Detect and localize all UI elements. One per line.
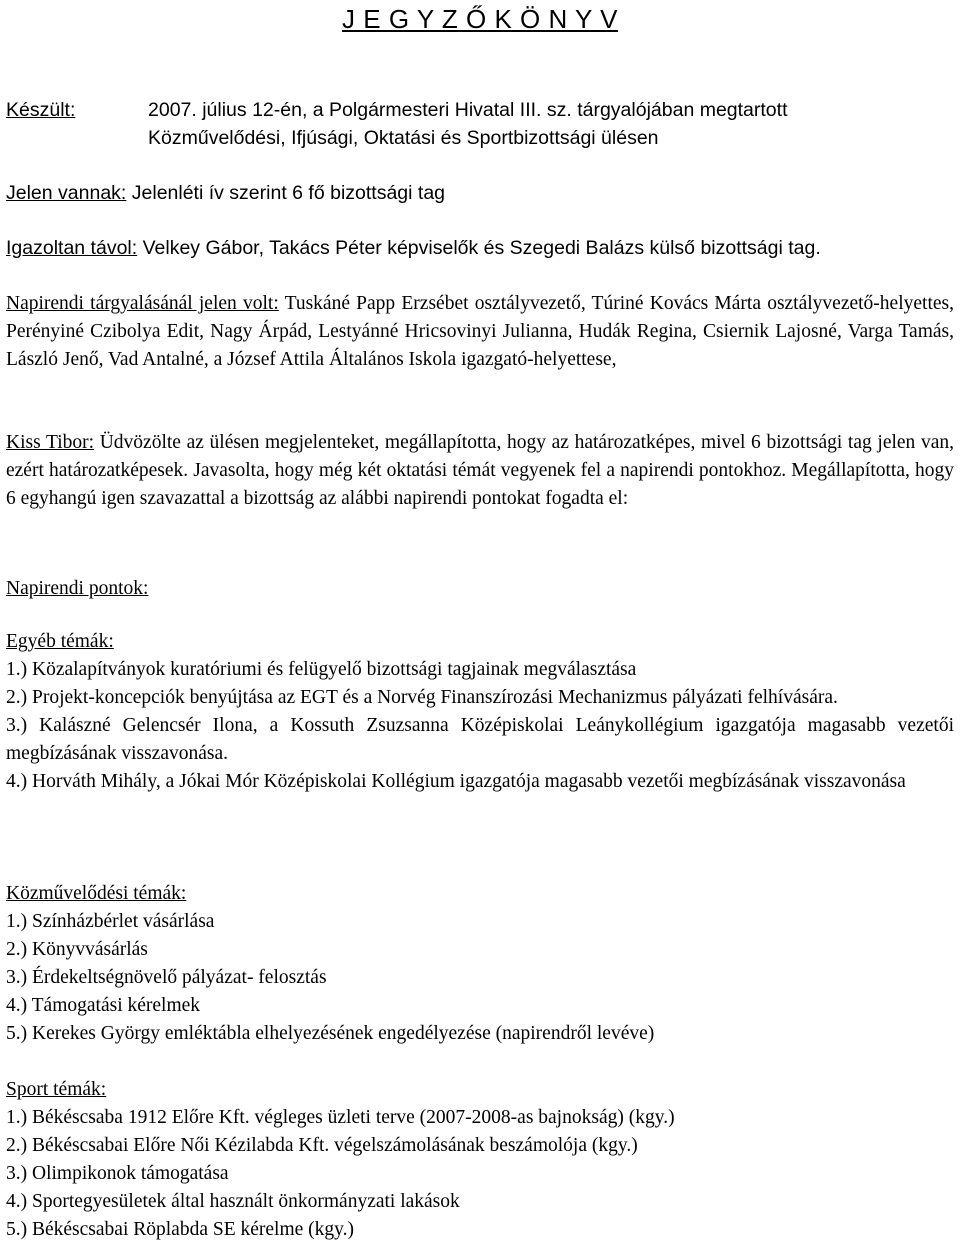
list-item: 2.) Projekt-koncepciók benyújtása az EGT és a Norvég Finanszírozási Mechanizmus pályázati felhívására. [6,687,838,708]
napirendi-jelen-paragraph [6,290,954,374]
igazoltan-tavol-text: Velkey Gábor, Takács Péter képviselők és Szegedi Balázs külső bizottsági tag. [137,237,821,259]
kiss-tibor-label: Kiss Tibor: [6,432,95,453]
jelen-vannak-label: Jelen vannak: [6,182,127,204]
napirendi-pontok-heading: Napirendi pontok: [6,578,149,599]
jelen-vannak [6,179,954,207]
keszult-line-2: Közművelődési, Ifjúsági, Oktatási és Sportbizottsági ülésen [148,127,659,149]
napirendi-jelen-label: Napirendi tárgyalásánál jelen volt: [6,293,279,314]
list-item: 1.) Békéscsaba 1912 Előre Kft. végleges üzleti terve (2007-2008-as bajnokság) (kgy.) [6,1107,675,1128]
list-item: 4.) Sportegyesületek által használt önkormányzati lakások [6,1191,460,1212]
list-item: 3.) Érdekeltségnövelő pályázat- felosztás [6,967,327,988]
egyeb-temak-title: Egyéb témák: [6,631,114,652]
list-item: 1.) Közalapítványok kuratóriumi és felügyelő bizottsági tagjainak megválasztása [6,659,637,680]
kozmuvelodesi-temak-section [6,880,954,1048]
list-item: 5.) Kerekes György emléktábla elhelyezésének engedélyezése (napirendről levéve) [6,1023,655,1044]
keszult-text [148,96,954,152]
list-item: 1.) Színházbérlet vásárlása [6,911,215,932]
keszult-label: Készült: [6,99,76,121]
kiss-tibor-text: Üdvözölte az ülésen megjelenteket, megállapította, hogy az határozatképes, mivel 6 bizottsági tag jelen van, ezért határozatképesek. Javasolta, hogy még két oktatási témát vegyenek fel a napirendi pontokhoz. Megállapította, hogy 6 egyhangú igen szavazattal a bizottság az alábbi napirendi pontokat fogadta el: [6,432,954,509]
kiss-tibor-paragraph [6,429,954,513]
igazoltan-tavol [6,234,954,262]
sport-temak-section [6,1076,954,1244]
list-item: 5.) Békéscsabai Röplabda SE kérelme (kgy.) [6,1219,355,1240]
list-item: 4.) Horváth Mihály, a Jókai Mór Középiskolai Kollégium igazgatója magasabb vezetői megbízásának visszavonása [6,771,906,792]
napirendi-jelen-text: Tuskáné Papp Erzsébet osztályvezető, Túriné Kovács Márta osztályvezető-helyettes, Perényiné Czibolya Edit, Nagy Árpád, Lestyánné Hricsovinyi Julianna, Hudák Regina, Csiernik Lajosné, Varga Tamás, László Jenő, Vad Antalné, a József Attila Általános Iskola igazgató-helyettese, [6,293,954,370]
list-item: 3.) Kalászné Gelencsér Ilona, a Kossuth Zsuzsanna Középiskolai Leánykollégium igazgatója magasabb vezetői megbízásának visszavonása. [6,715,954,764]
list-item: 2.) Könyvvásárlás [6,939,148,960]
list-item: 4.) Támogatási kérelmek [6,995,201,1016]
keszult-line-1: 2007. július 12-én, a Polgármesteri Hivatal III. sz. tárgyalójában megtartott [148,99,788,121]
egyeb-temak-section [6,628,954,796]
kozmuvelodesi-temak-title: Közművelődési témák: [6,883,187,904]
jelen-vannak-text: Jelenléti ív szerint 6 fő bizottsági tag [126,182,446,204]
sport-temak-title: Sport témák: [6,1079,107,1100]
igazoltan-tavol-label: Igazoltan távol: [6,237,138,259]
document-title: J E G Y Z Ő K Ö N Y V [342,4,618,34]
list-item: 2.) Békéscsabai Előre Női Kézilabda Kft. végelszámolásának beszámolója (kgy.) [6,1135,638,1156]
list-item: 3.) Olimpikonok támogatása [6,1163,229,1184]
